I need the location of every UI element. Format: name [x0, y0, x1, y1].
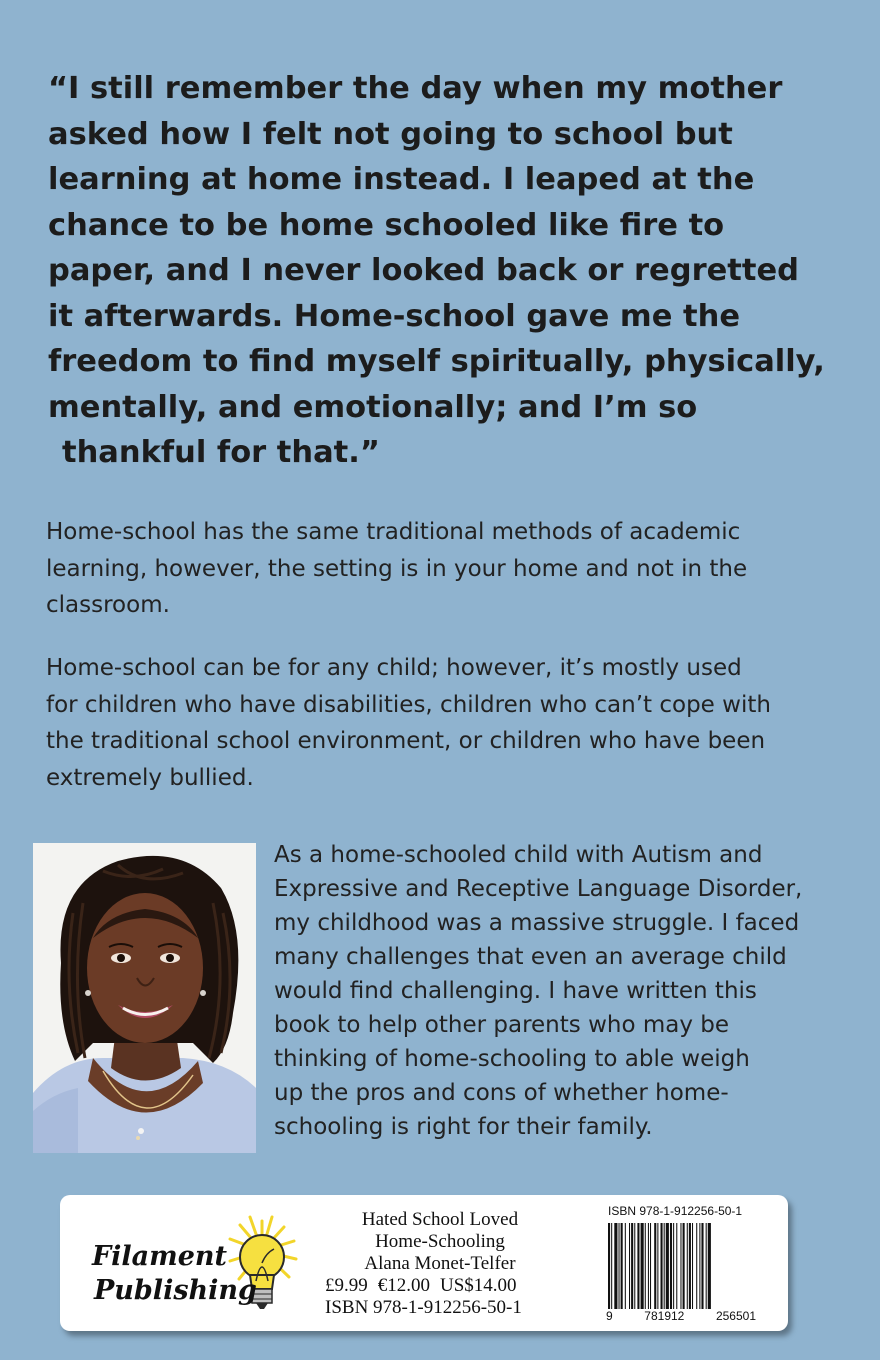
filament-publishing-logo	[84, 1203, 324, 1325]
barcode	[606, 1223, 756, 1309]
book-info	[325, 1209, 595, 1319]
barcode-bar	[631, 1223, 633, 1309]
barcode-bar	[666, 1223, 669, 1309]
bio-line: book to help other parents who may be	[274, 1012, 730, 1038]
quote-line: “I still remember the day when my mother	[48, 71, 783, 106]
publisher-name-line2: Publishing	[94, 1275, 257, 1306]
barcode-bar	[701, 1223, 703, 1309]
barcode-bar	[706, 1223, 707, 1309]
bio-line: many challenges that even an average child	[274, 944, 787, 970]
quote-line: mentally, and emotionally; and I’m so	[48, 389, 698, 425]
paragraph-line: extremely bullied.	[46, 764, 254, 791]
publisher-panel	[60, 1195, 788, 1331]
bio-line: Expressive and Receptive Language Disorder,	[274, 876, 803, 902]
bio-line: As a home-schooled child with Autism and	[274, 842, 763, 868]
barcode-bar	[680, 1223, 681, 1309]
barcode-bar	[683, 1223, 685, 1309]
paragraph-line: learning, however, the setting is in your home and not in the	[46, 555, 748, 582]
barcode-isbn-label: ISBN 978-1-912256-50-1	[608, 1204, 743, 1218]
barcode-bar	[634, 1223, 635, 1309]
author-photo	[33, 843, 256, 1153]
bio-line: thinking of home-schooling to able weigh	[274, 1046, 750, 1072]
price-eur: €12.00	[377, 1275, 430, 1296]
barcode-digit-group: 9	[606, 1309, 613, 1323]
quote-line: asked how I felt not going to school but	[48, 116, 733, 152]
barcode-bar	[619, 1223, 620, 1309]
publisher-name-line1: Filament	[92, 1241, 228, 1272]
barcode-bar	[696, 1223, 697, 1309]
barcode-bar	[692, 1223, 693, 1309]
barcode-digit-group: 256501	[715, 1309, 756, 1323]
book-author: Alana Monet-Telfer	[364, 1253, 516, 1274]
author-bio	[274, 838, 864, 1144]
quote-line: chance to be home schooled like fire to	[48, 207, 725, 243]
barcode-bar	[621, 1223, 623, 1309]
price-gbp: £9.99	[325, 1275, 368, 1296]
barcode-bar	[687, 1223, 688, 1309]
quote-line: learning at home instead. I leaped at the	[48, 162, 755, 197]
quote-line: thankful for that.”	[62, 435, 380, 470]
barcode-bar	[676, 1223, 677, 1309]
barcode-bar	[637, 1223, 639, 1309]
bio-line: up the pros and cons of whether home-	[274, 1080, 729, 1106]
quote-line: paper, and I never looked back or regretted	[48, 253, 799, 288]
pull-quote	[48, 66, 848, 476]
paragraph-line: for children who have disabilities, children who can’t cope with	[46, 691, 771, 718]
barcode-bar	[611, 1223, 612, 1309]
barcode-bar	[608, 1223, 610, 1309]
barcode-digits	[606, 1309, 756, 1323]
barcode-bar	[673, 1223, 674, 1309]
barcode-bar	[708, 1223, 711, 1309]
paragraph-line: the traditional school environment, or children who have been	[46, 728, 766, 754]
paragraph-home-school-audience	[46, 650, 846, 796]
barcode-bar	[670, 1223, 672, 1309]
barcode-bar	[664, 1223, 665, 1309]
bio-line: my childhood was a massive struggle. I faced	[274, 910, 800, 936]
barcode-bar	[699, 1223, 700, 1309]
barcode-bar	[689, 1223, 691, 1309]
paragraph-line: Home-school has the same traditional methods of academic	[46, 519, 741, 545]
barcode-bar	[657, 1223, 658, 1309]
barcode-bar	[654, 1223, 656, 1309]
quote-line: freedom to find myself spiritually, physically,	[48, 344, 825, 379]
bio-line: schooling is right for their family.	[274, 1114, 653, 1140]
bio-line: would find challenging. I have written this	[274, 978, 757, 1004]
barcode-bar	[661, 1223, 663, 1309]
book-title-line1: Hated School Loved	[361, 1209, 519, 1230]
quote-line: it afterwards. Home-school gave me the	[48, 298, 740, 334]
barcode-digit-group: 781912	[644, 1309, 685, 1323]
author-portrait-image	[33, 843, 256, 1153]
barcode-bar	[614, 1223, 617, 1309]
barcode-bar	[625, 1223, 626, 1309]
barcode-bar	[645, 1223, 646, 1309]
barcode-bar	[629, 1223, 630, 1309]
barcode-bar	[648, 1223, 649, 1309]
paragraph-line: classroom.	[46, 592, 170, 618]
paragraph-home-school-methods	[46, 514, 846, 624]
price-usd: US$14.00	[440, 1275, 517, 1296]
book-isbn: ISBN 978-1-912256-50-1	[325, 1297, 522, 1318]
paragraph-line: Home-school can be for any child; however, it’s mostly used	[46, 655, 742, 681]
barcode-bar	[650, 1223, 651, 1309]
book-prices	[325, 1275, 595, 1297]
barcode-bar	[641, 1223, 644, 1309]
book-title-line2: Home-Schooling	[375, 1231, 505, 1252]
